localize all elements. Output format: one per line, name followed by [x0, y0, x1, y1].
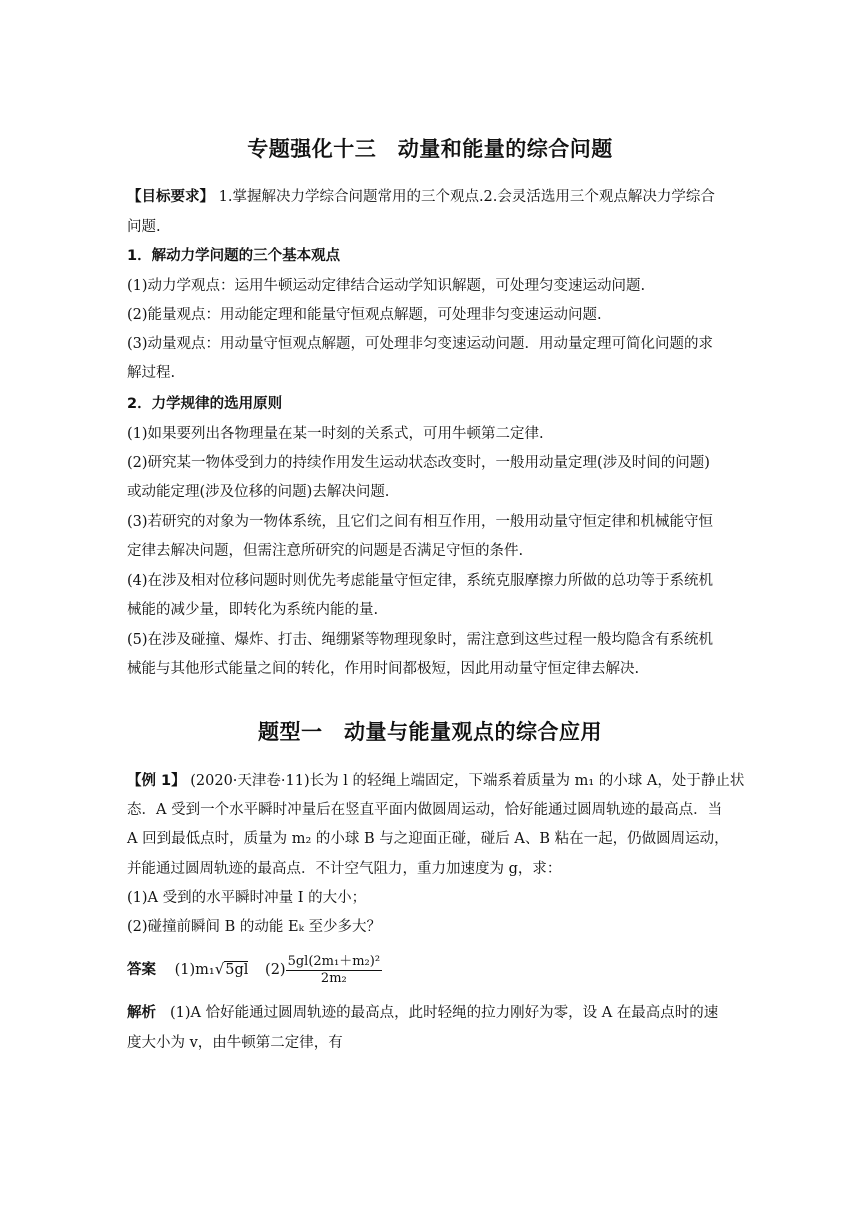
section-1-item: 解过程. — [127, 365, 176, 381]
goal-line-2: 问题. — [127, 219, 161, 235]
section-title-type-1: 题型一 动量与能量观点的综合应用 — [258, 720, 602, 744]
analysis-text-1: (1)A 恰好能通过圆周轨迹的最高点，此时轻绳的拉力刚好为零，设 A 在最高点时的速 — [170, 1005, 719, 1021]
analysis-line-1 — [127, 1003, 737, 1023]
answer-part-2: (2) — [265, 962, 286, 978]
goal-text-1: 1.掌握解决力学综合问题常用的三个观点.2.会灵活选用三个观点解决力学综合 — [214, 189, 715, 205]
section-1-item: (3)动量观点：用动量守恒观点解题，可处理非匀变速运动问题．用动量定理可简化问题的求 — [127, 336, 714, 352]
section-2-heading: 2．力学规律的选用原则 — [127, 396, 283, 412]
answer-fraction — [286, 954, 382, 987]
section-2-item: 械能的减少量，即转化为系统内能的量. — [127, 602, 379, 618]
example-tag: 【例 1】 — [127, 773, 186, 789]
answer-fraction-denominator: 2m₂ — [320, 970, 347, 986]
section-2-item: 或动能定理(涉及位移的问题)去解决问题. — [127, 484, 390, 500]
example-line-3: A 回到最低点时，质量为 m₂ 的小球 B 与之迎面正碰，碰后 A、B 粘在一起，仍做圆周运动， — [127, 831, 729, 847]
section-2-item: 定律去解决问题，但需注意所研究的问题是否满足守恒的条件. — [127, 543, 524, 559]
example-question-1: (1)A 受到的水平瞬时冲量 I 的大小； — [127, 890, 367, 906]
answer-part-1: (1)m₁ — [174, 962, 215, 978]
example-line-2: 态．A 受到一个水平瞬时冲量后在竖直平面内做圆周运动，恰好能通过圆周轨迹的最高点．当 — [127, 802, 723, 818]
goal-line-1 — [127, 187, 737, 207]
section-2-item: (1)如果要列出各物理量在某一时刻的关系式，可用牛顿第二定律. — [127, 426, 544, 442]
section-2-item: (2)研究某一物体受到力的持续作用发生运动状态改变时，一般用动量定理(涉及时间的问题) — [127, 455, 710, 471]
section-2-item: 械能与其他形式能量之间的转化，作用时间都极短，因此用动量守恒定律去解决. — [127, 661, 640, 677]
example-line-4: 并能通过圆周轨迹的最高点．不计空气阻力，重力加速度为 g，求： — [127, 861, 562, 877]
sqrt-symbol: √ — [214, 960, 225, 978]
section-1-item: (2)能量观点：用动能定理和能量守恒观点解题，可处理非匀变速运动问题. — [127, 307, 602, 323]
section-2-item: (3)若研究的对象为一物体系统，且它们之间有相互作用，一般用动量守恒定律和机械能守恒 — [127, 514, 714, 530]
goal-tag: 【目标要求】 — [127, 189, 214, 205]
page-title: 专题强化十三 动量和能量的综合问题 — [247, 137, 613, 161]
analysis-tag: 解析 — [127, 1005, 156, 1021]
answer-fraction-numerator: 5gl(2m₁＋m₂)² — [287, 953, 381, 969]
example-line-1 — [127, 771, 745, 791]
section-2-item: (5)在涉及碰撞、爆炸、打击、绳绷紧等物理现象时，需注意到这些过程一般均隐含有系统机 — [127, 632, 714, 648]
answer-part-1-root: 5gl — [225, 962, 249, 978]
section-1-heading: 1．解动力学问题的三个基本观点 — [127, 248, 341, 264]
section-1-item: (1)动力学观点：运用牛顿运动定律结合运动学知识解题，可处理匀变速运动问题. — [127, 278, 646, 294]
example-question-2: (2)碰撞前瞬间 B 的动能 Eₖ 至少多大？ — [127, 919, 382, 935]
example-text-1: (2020·天津卷·11)长为 l 的轻绳上端固定，下端系着质量为 m₁ 的小球 A，处于静止状 — [185, 773, 745, 789]
answer-tag: 答案 — [127, 962, 156, 978]
answer-line — [127, 950, 737, 989]
analysis-line-2: 度大小为 v，由牛顿第二定律，有 — [127, 1035, 343, 1051]
section-2-item: (4)在涉及相对位移问题时则优先考虑能量守恒定律，系统克服摩擦力所做的总功等于系统机 — [127, 573, 714, 589]
